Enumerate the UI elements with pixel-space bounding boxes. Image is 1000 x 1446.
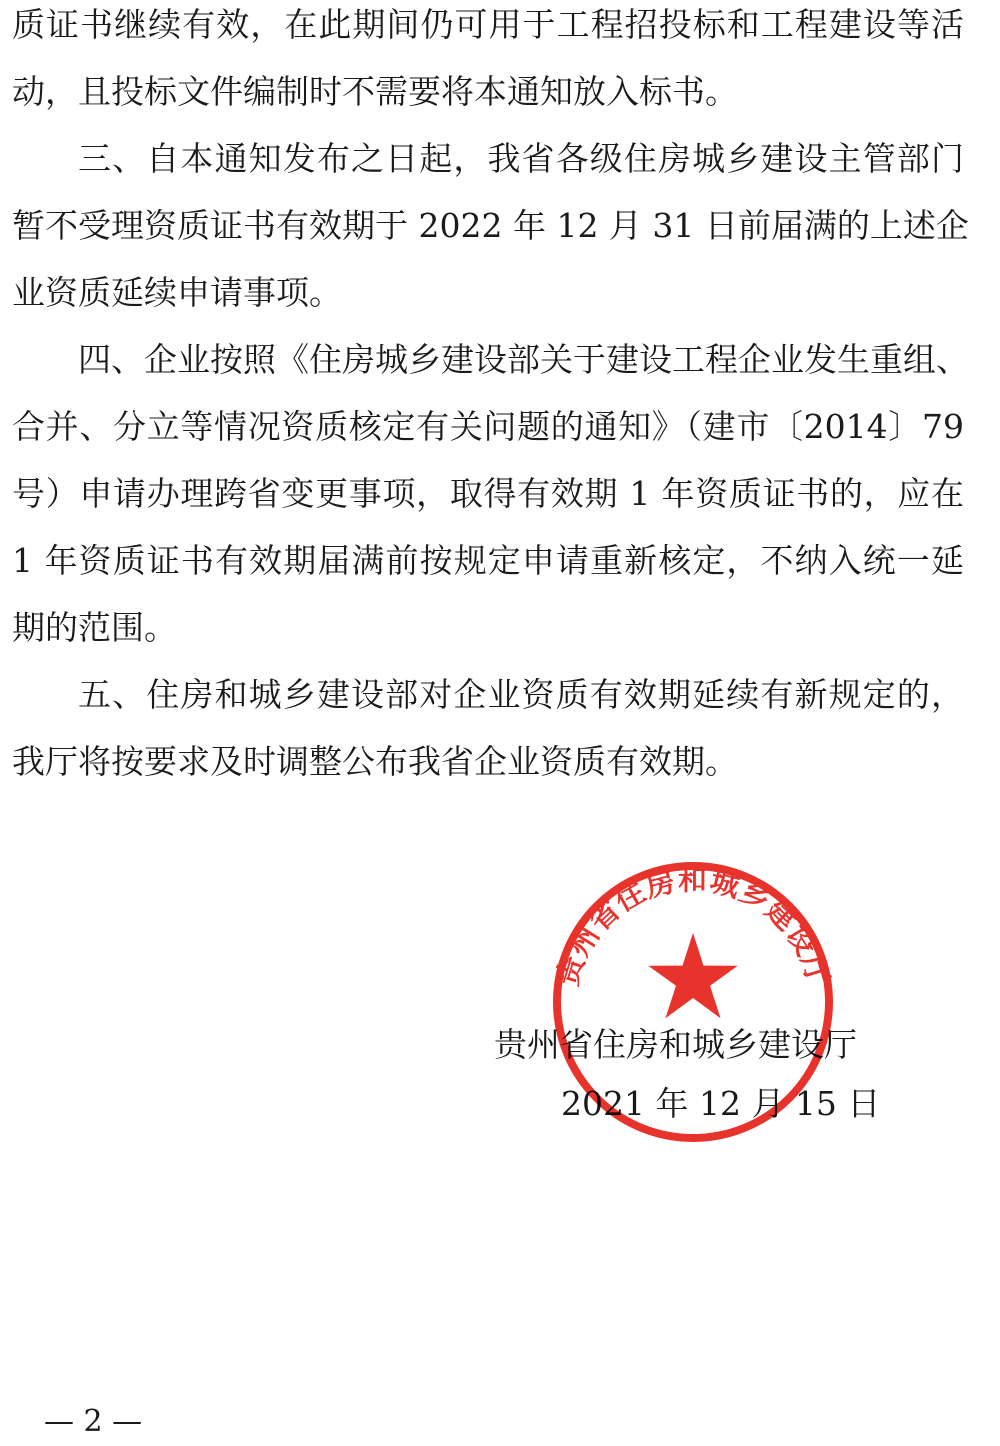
body-line-6: 四、企业按照《住房城乡建设部关于建设工程企业发生重组、 [78, 340, 969, 379]
seal-star-icon [648, 933, 738, 1018]
body-line-11: 五、住房和城乡建设部对企业资质有效期延续有新规定的， [78, 675, 964, 714]
body-line-7: 合并、分立等情况资质核定有关问题的通知》（建市〔2014〕79 [12, 407, 964, 446]
page-number: — 2 — [44, 1404, 143, 1439]
body-line-12: 我厅将按要求及时调整公布我省企业资质有效期。 [12, 742, 738, 781]
seal-text: 贵州省住房和城乡建设厅 [549, 862, 837, 990]
official-seal-stamp [548, 857, 838, 1147]
body-line-1: 质证书继续有效，在此期间仍可用于工程招投标和工程建设等活 [12, 5, 964, 44]
issue-date: 2021 年 12 月 15 日 [561, 1084, 881, 1123]
body-line-5: 业资质延续申请事项。 [12, 273, 342, 312]
body-line-4: 暂不受理资质证书有效期于 2022 年 12 月 31 日前届满的上述企 [12, 206, 969, 245]
issuer-name: 贵州省住房和城乡建设厅 [494, 1025, 857, 1064]
body-line-10: 期的范围。 [12, 608, 177, 647]
body-line-2: 动，且投标文件编制时不需要将本通知放入标书。 [12, 72, 738, 111]
body-line-3: 三、自本通知发布之日起，我省各级住房城乡建设主管部门 [78, 139, 964, 178]
body-line-9: 1 年资质证书有效期届满前按规定申请重新核定，不纳入统一延 [12, 541, 964, 580]
body-line-8: 号）申请办理跨省变更事项，取得有效期 1 年资质证书的，应在 [12, 474, 964, 513]
